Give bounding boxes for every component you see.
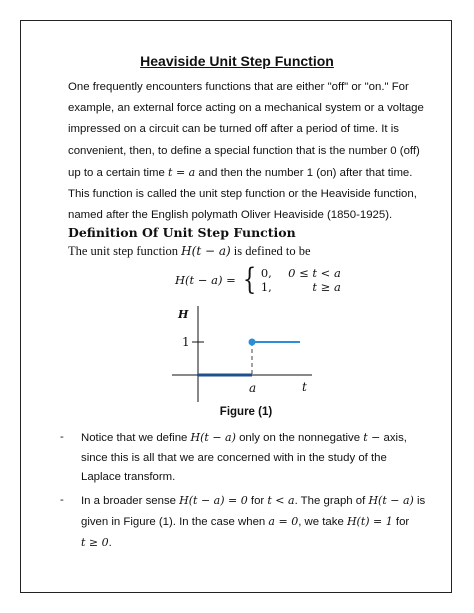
x-axis-label: t [302,380,307,394]
intro-line: One frequently encounters functions that are either "off" or "on." For [68,81,409,93]
math-expression: t = a [168,165,196,179]
intro-line: convenient, then, to define a special function that is the number 0 (off) [68,144,420,157]
piecewise-cases [261,266,341,294]
piecewise-case: 0, 0 ≤ t < a [260,266,341,280]
math-expression: H(t − a) [368,494,414,508]
math-expression: H(t) = 1 [346,514,393,528]
bullet-dash: - [60,431,64,443]
definition-heading: Definition Of Unit Step Function [68,225,296,240]
step-filled-dot [249,339,256,346]
math-expression: H(t − a) = 0 [179,494,248,508]
figure-caption: Figure (1) [219,406,273,418]
y-tick-label: 1 [182,335,190,349]
piecewise-definition [175,262,341,297]
math-expression: t ≥ 0 [81,535,109,549]
piecewise-lhs: H(t − a) = [175,273,236,287]
list-item: - In a broader sense H(t − a) = 0 for t < a. The graph of H(t − a) is given in Figure (1). In the case when a = 0, we take H(t) = 1 for t ≥ 0. [60,491,406,553]
intro-line: up to a certain time t = a and then the number 1 (on) after that time. [68,165,413,179]
document-title: Heaviside Unit Step Function [140,53,334,69]
math-expression: t − [363,431,381,444]
step-function-graph [160,300,320,406]
math-expression: H(t − a) [181,244,231,258]
intro-line: named after the English polymath Oliver Heaviside (1850-1925). [68,209,393,222]
intro-line: impressed on a circuit can be turned off after a period of time. It is [68,123,399,136]
intro-paragraph [68,77,424,226]
intro-line: example, an external force acting on a mechanical system or a voltage [68,102,424,115]
list-item: - Notice that we define H(t − a) only on the nonnegative t − axis, since this is all that we are concerned with in the study of the Laplace transform. [60,428,406,488]
math-expression: t < a [267,494,295,508]
definition-sentence: The unit step function H(t − a) is defined to be [68,244,311,258]
left-brace: { [242,262,256,297]
intro-line: This function is called the unit step function or the Heaviside function, [68,188,417,201]
bullet-list [60,428,426,556]
bullet-dash: - [60,494,64,507]
x-tick-label: a [249,381,257,395]
math-expression: H(t − a) [190,431,236,444]
math-expression: a = 0 [268,514,299,528]
piecewise-case: 1, t ≥ a [260,280,341,294]
y-axis-label: H [178,308,189,321]
